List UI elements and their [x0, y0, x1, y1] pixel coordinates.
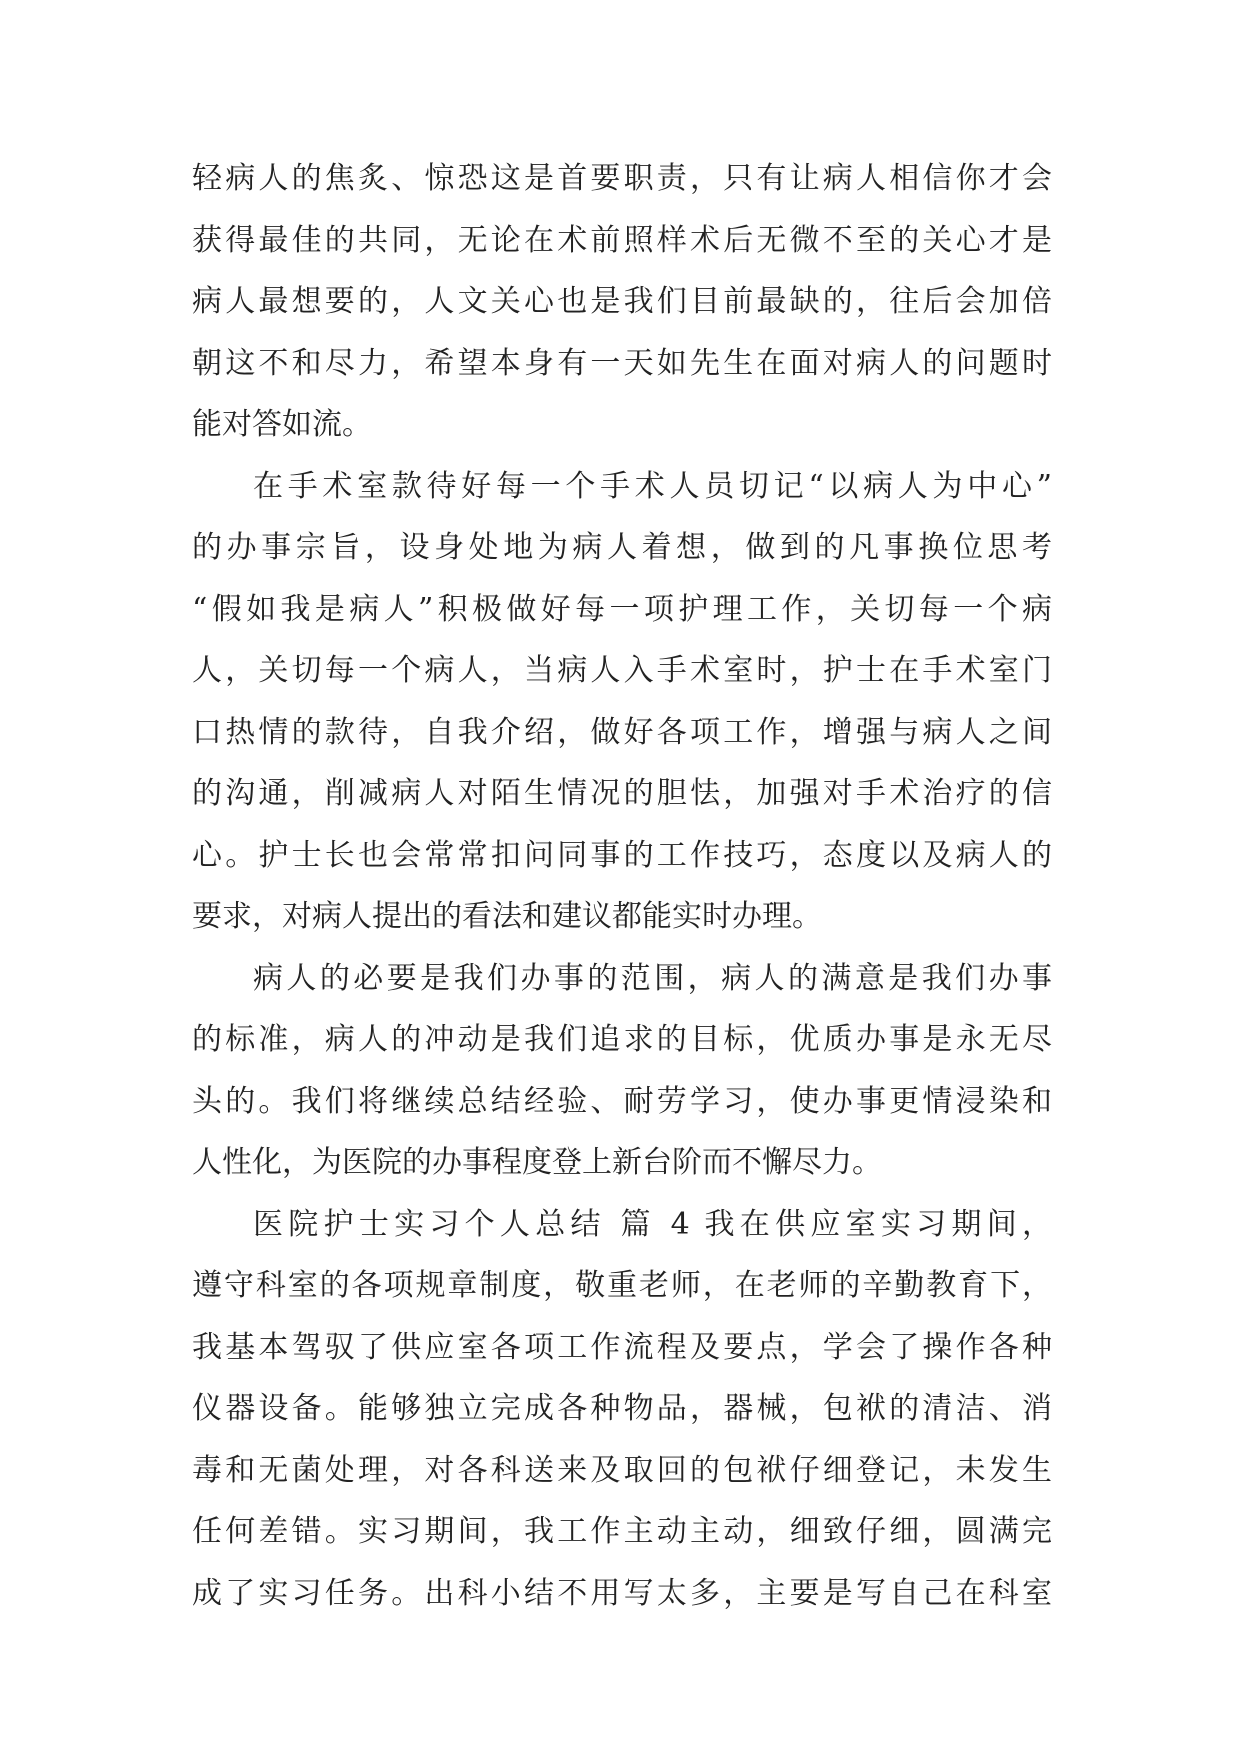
text-line: 能对答如流。 — [192, 407, 372, 442]
text-line: 的沟通，削减病人对陌生情况的胆怯，加强对手术治疗的信 — [192, 776, 1052, 811]
paragraph-first-line: 病人的必要是我们办事的范围，病人的满意是我们办事 — [253, 960, 1052, 996]
text-line: 口热情的款待，自我介绍，做好各项工作，增强与病人之间 — [192, 714, 1052, 750]
text-line: 毒和无菌处理，对各科送来及取回的包袱仔细登记，未发生 — [192, 1452, 1052, 1488]
text-line: 朝这不和尽力，希望本身有一天如先生在面对病人的问题时 — [192, 345, 1052, 381]
text-line: 任何差错。实习期间，我工作主动主动，细致仔细，圆满完 — [192, 1514, 1052, 1549]
text-line: 要求，对病人提出的看法和建议都能实时办理。 — [192, 899, 822, 934]
text-line: 病人最想要的，人文关心也是我们目前最缺的，往后会加倍 — [192, 284, 1052, 319]
text-line: “假如我是病人”积极做好每一项护理工作，关切每一个病 — [192, 591, 1052, 627]
text-line: 头的。我们将继续总结经验、耐劳学习，使办事更情浸染和 — [192, 1083, 1052, 1119]
text-line: 的标准，病人的冲动是我们追求的目标，优质办事是永无尽 — [192, 1022, 1052, 1057]
text-line: 成了实习任务。出科小结不用写太多，主要是写自己在科室 — [192, 1575, 1052, 1611]
text-line: 的办事宗旨，设身处地为病人着想，做到的凡事换位思考 — [192, 530, 1052, 565]
section-heading-line: 医院护士实习个人总结 篇 4 我在供应室实习期间， — [253, 1206, 1052, 1242]
text-line: 人性化，为医院的办事程度登上新台阶而不懈尽力。 — [192, 1145, 882, 1180]
text-line: 我基本驾驭了供应室各项工作流程及要点，学会了操作各种 — [192, 1329, 1052, 1365]
text-line: 心。护士长也会常常扣问同事的工作技巧，态度以及病人的 — [192, 837, 1052, 873]
text-line: 轻病人的焦炙、惊恐这是首要职责，只有让病人相信你才会 — [192, 161, 1052, 196]
text-line: 人，关切每一个病人，当病人入手术室时，护士在手术室门 — [192, 653, 1052, 688]
text-line: 遵守科室的各项规章制度，敬重老师，在老师的辛勤教育下， — [192, 1268, 1052, 1303]
document-body — [192, 148, 1052, 1624]
paragraph-first-line: 在手术室款待好每一个手术人员切记“以病人为中心” — [253, 468, 1052, 504]
text-line: 获得最佳的共同，无论在术前照样术后无微不至的关心才是 — [192, 222, 1052, 258]
text-line: 仪器设备。能够独立完成各种物品，器械，包袱的清洁、消 — [192, 1391, 1052, 1426]
